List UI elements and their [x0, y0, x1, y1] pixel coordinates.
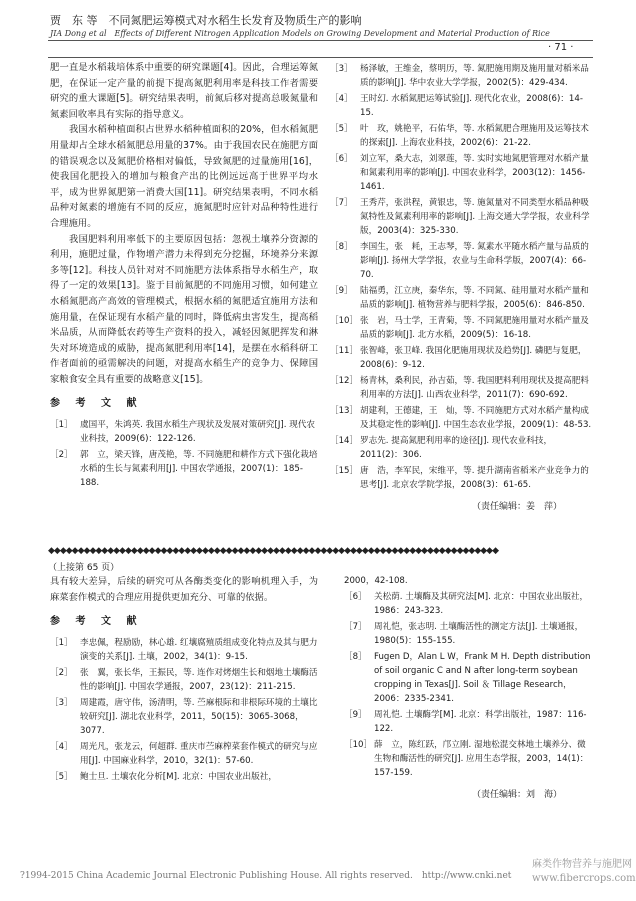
reference-item	[330, 62, 592, 90]
reference-number: ［3］	[50, 697, 73, 708]
reference-text: 陆福勇，江立庚，秦华东，等. 不同氮、硅用量对水稻产量和品质的影响[J]. 植物营养与肥料学报，2005(6)：846-850.	[360, 286, 589, 310]
reference-text: 李忠佩，程励励，林心雄. 红壤腐殖质组成变化特点及其与肥力演变的关系[J]. 土壤，2002，34(1)：9-15.	[80, 637, 318, 662]
reference-number: ［9］	[344, 710, 367, 720]
reference-text: 刘立军，桑大志，刘翠莲，等. 实时实地氮肥管理对水稻产量和氮素利用率的影响[J]. 中国农业科学，2003(12)：1456-1461.	[360, 154, 589, 192]
reference-text: 王时幻. 水稻氮肥运筹试验[J]. 现代化农业，2008(6)：14-15.	[360, 94, 583, 118]
running-title: 贾 东 等 不同氮肥运筹模式对水稻生长发育及物质生产的影响	[50, 14, 362, 27]
reference-item	[50, 770, 318, 784]
reference-item	[330, 152, 592, 194]
reference-text: 杨泽敏，王维金，蔡明历，等. 氮肥施用期及施用量对稻米品质的影响[J]. 华中农业大学学报，2002(5)：429-434.	[360, 64, 589, 88]
reference-item	[344, 738, 592, 780]
lower-left-column	[50, 574, 318, 786]
reference-item	[50, 666, 318, 694]
reference-item	[330, 344, 592, 372]
lower-right-column	[344, 574, 592, 804]
reference-list	[330, 62, 592, 492]
reference-number: ［2］	[50, 667, 73, 678]
reference-number: ［13］	[330, 406, 359, 416]
reference-item	[330, 314, 592, 342]
reference-number: ［10］	[344, 740, 373, 750]
header-rule	[48, 40, 593, 41]
body-paragraph: 我国水稻种植面积占世界水稻种植面积的20%，但水稻氮肥用量却占全球水稻氮肥总用量的37%。由于我国农民在施肥方面的错误观念以及氮肥价格相对偏低，导致氮肥的过量施用[16]，使我国化肥投入的增加与粮食产出的比例远远高于世界平均水平，成为世界氮肥第一消费大国[11]。研究结果表明，不同水稻品种对氮素的增施有不同的反应，施氮肥时应针对品种特性进行合理施用。	[50, 124, 318, 229]
reference-text: 张智峰，张卫峰. 我国化肥施用现状及趋势[J]. 磷肥与复肥，2008(6)：9-12.	[360, 346, 587, 370]
reference-text: 叶 玫，姚艳平，石佑华，等. 水稻氮肥合理施用及运筹技术的探索[J]. 上海农业科技，2002(6)：21-22.	[360, 124, 589, 148]
reference-text: Fugen D，Alan L W，Frank M H. Depth distribution of soil organic C and N after long-term soybean cropping in Texas[J]. Soil ＆ Tillage Research，2006：2335-2341.	[374, 652, 591, 704]
reference-item	[330, 284, 592, 312]
reference-continuation: 2000，42-108.	[344, 576, 408, 586]
reference-number: ［2］	[50, 450, 73, 461]
page-number: · 71 ·	[548, 42, 574, 53]
reference-number: ［1］	[50, 637, 73, 648]
reference-number: ［4］	[330, 94, 353, 104]
reference-item	[344, 590, 592, 618]
reference-item	[330, 464, 592, 492]
reference-item	[330, 122, 592, 150]
reference-list	[344, 590, 592, 780]
references-heading: 参 考 文 献	[50, 398, 143, 410]
reference-number: ［5］	[330, 124, 353, 134]
reference-text: 罗志先. 提高氮肥利用率的途径[J]. 现代农业科技，2011(2)：306.	[360, 436, 553, 460]
reference-item	[50, 636, 318, 664]
reference-text: 张 岩，马士学，王青菊，等. 不同氮肥施用量对水稻产量及品质的影响[J]. 北方水稻，2009(5)：16-18.	[360, 316, 589, 340]
reference-item	[344, 650, 592, 706]
reference-number: ［3］	[330, 64, 353, 74]
reference-number: ［1］	[50, 420, 73, 431]
reference-item	[330, 240, 592, 282]
reference-number: ［5］	[50, 771, 73, 782]
editor-credit: （责任编辑：姜 萍）	[471, 502, 562, 512]
reference-number: ［8］	[344, 652, 367, 662]
reference-number: ［12］	[330, 376, 359, 386]
reference-text: 张 翼，张长华，王振民，等. 连作对烤烟生长和烟地土壤酶活性的影响[J]. 中国农学通报，2007，23(12)：211-215.	[80, 667, 318, 692]
running-title-english: JIA Dong et al Effects of Different Nitrogen Application Models on Growing Development and Material Production of Rice	[50, 29, 550, 38]
reference-number: ［15］	[330, 466, 359, 476]
reference-text: 郭 立，梁天锋，唐茂艳，等. 不同施肥和耕作方式下强化栽培水稻的生长与氮素利用[J]. 中国农学通报，2007(1)：185-188.	[80, 450, 318, 489]
reference-item	[344, 708, 592, 736]
reference-item	[330, 92, 592, 120]
reference-number: ［6］	[344, 592, 367, 602]
reference-item	[50, 448, 318, 490]
reference-number: ［4］	[50, 741, 73, 752]
reference-item	[330, 196, 592, 238]
reference-item	[50, 696, 318, 738]
watermark-line: www.fibercrops.com	[532, 873, 636, 884]
body-paragraph: 具有较大差异，后续的研究可从各酶类变化的影响机理入手，为麻菜套作模式的合理应用提供更加充分、可靠的依据。	[50, 576, 318, 603]
reference-text: 唐 浩，李军民，宋维平，等. 提升湖南省稻米产业竞争力的思考[J]. 北京农学院学报，2008(3)：61-65.	[360, 466, 589, 490]
editor-credit: （责任编辑：刘 海）	[471, 790, 562, 800]
reference-number: ［6］	[330, 154, 353, 164]
reference-number: ［10］	[330, 316, 359, 326]
references-heading: 参 考 文 献	[50, 616, 143, 628]
reference-item	[344, 620, 592, 648]
header-rule-lower	[48, 57, 593, 58]
reference-item	[50, 740, 318, 768]
reference-number: ［8］	[330, 242, 353, 252]
reference-number: ［14］	[330, 436, 359, 446]
reference-text: 薛 立，陈红跃，邝立刚. 湿地松混交林地土壤养分、微生物和酶活性的研究[J]. 应用生态学报，2003，14(1)：157-159.	[374, 740, 589, 778]
continued-from-note: （上接第 65 页）	[48, 563, 120, 573]
site-watermark	[532, 858, 636, 886]
reference-item	[330, 374, 592, 402]
reference-text: 王秀芹，张洪程，黄银忠，等. 施氮量对不同类型水稻品种吸氮特性及氮素利用率的影响[J]. 上海交通大学学报，农业科学版，2003(4)：325-330.	[360, 198, 590, 236]
reference-text: 周光凡，张龙云，何超群. 重庆市苎麻榨菜套作模式的研究与应用[J]. 中国麻业科学，2010，32(1)：57-60.	[80, 741, 318, 766]
reference-item	[330, 404, 592, 432]
section-separator: ◆◆◆◆◆◆◆◆◆◆◆◆◆◆◆◆◆◆◆◆◆◆◆◆◆◆◆◆◆◆◆◆◆◆◆◆◆◆◆◆◆◆◆◆◆◆◆◆◆◆◆◆◆◆◆◆◆◆◆◆◆◆◆◆◆◆◆◆◆◆◆◆◆◆◆◆	[48, 546, 499, 556]
reference-item	[50, 418, 318, 446]
copyright-footer: ?1994-2015 China Academic Journal Electronic Publishing House. All rights reserved. http://www.cnki.net	[20, 871, 512, 881]
reference-text: 李国生，张 耗，王志琴，等. 氮素水平随水稻产量与品质的影响[J]. 扬州大学学报，农业与生命科学版，2007(4)：66-70.	[360, 242, 589, 280]
reference-item	[330, 434, 592, 462]
reference-text: 关松荫. 土壤酶及其研究法[M]. 北京：中国农业出版社，1986：243-323.	[374, 592, 589, 616]
reference-number: ［11］	[330, 346, 359, 356]
reference-list	[50, 636, 318, 784]
reference-list	[50, 418, 318, 490]
reference-number: ［7］	[330, 198, 353, 208]
reference-text: 周礼恺. 土壤酶学[M]. 北京：科学出版社，1987：116-122.	[374, 710, 587, 734]
upper-right-column	[330, 62, 592, 516]
body-paragraph: 肥一直是水稻栽培体系中重要的研究课题[4]。因此，合理运筹氮肥，在保证一定产量的前提下提高氮肥利用率是科技工作者需要研究的重大课题[5]。研究结果表明，前氮后移对提高总吸氮量和氮素回收率具有实际的指导意义。	[50, 62, 318, 120]
reference-text: 胡建利，王德建，王 灿，等. 不同施肥方式对水稻产量构成及其稳定性的影响[J]. 中国生态农业学报，2009(1)：48-53.	[360, 406, 592, 430]
reference-number: ［7］	[344, 622, 367, 632]
reference-number: ［9］	[330, 286, 353, 296]
reference-text: 鲍士旦. 土壤农化分析[M]. 北京：中国农业出版社，	[80, 771, 277, 782]
reference-text: 周礼恺，张志明. 土壤酶活性的测定方法[J]. 土壤通报，1980(5)：155-155.	[374, 622, 584, 646]
upper-left-column	[50, 60, 318, 492]
reference-text: 周建霞，唐守伟，汤清明，等. 苎麻根际和非根际环境的土壤比较研究[J]. 湖北农业科学，2011，50(15)：3065-3068，3077.	[80, 697, 318, 736]
reference-text: 虞国平，朱鸿英. 我国水稻生产现状及发展对策研究[J]. 现代农业科技，2009(6)：122-126.	[80, 420, 316, 445]
watermark-line: 麻类作物营养与施肥网	[532, 859, 632, 870]
body-paragraph: 我国肥料利用率低下的主要原因包括：忽视土壤养分资源的利用，施肥过量，作物增产潜力未得到充分挖掘，环境养分来源多等[12]。科技人员针对对不同施肥方法体系指导水稻生产，取得了一定的效果[13]。鉴于目前氮肥的不同施用习惯，如何建立水稻氮肥高产高效的管理模式，根据水稻的氮肥适宜施用方法和施用量，在保证现有水稻产量的同时，降低病虫害发生，提高稻米品质，从而降低农药等生产资料的投入，减轻因氮肥挥发和淋失对环境造成的威胁，提高氮肥利用率[14]，是摆在水稻科研工作者面前的亟需解决的问题，对提高水稻生产的竞争力、保障国家粮食安全具有重要的战略意义[15]。	[50, 233, 318, 385]
reference-text: 杨青林，桑利民，孙吉茹，等. 我国肥料利用现状及提高肥料利用率的方法[J]. 山西农业科学，2011(7)：690-692.	[360, 376, 589, 400]
